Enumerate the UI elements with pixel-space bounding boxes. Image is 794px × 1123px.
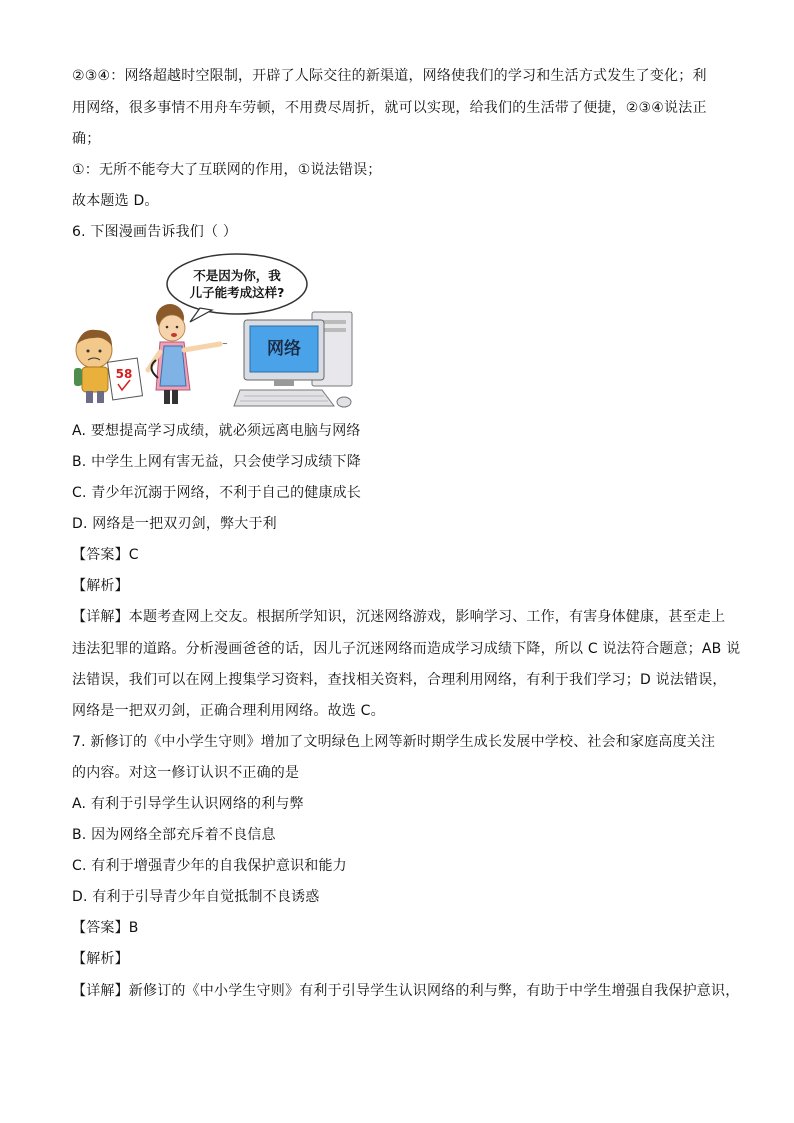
option-a: A. 有利于引导学生认识网络的利与弊 (72, 796, 304, 812)
answer-label: 【答案】B (72, 920, 139, 936)
option-b: B. 因为网络全部充斥着不良信息 (72, 827, 276, 843)
text-line: ②③④：网络超越时空限制，开辟了人际交往的新渠道，网络使我们的学习和生活方式发生了变化；利 (72, 68, 707, 84)
option-c: C. 有利于增强青少年的自我保护意识和能力 (72, 858, 347, 874)
question-7-stem: 7. 新修订的《中小学生守则》增加了文明绿色上网等新时期学生成长发展中学校、社会和家庭高度关注 (72, 734, 716, 750)
score-paper (108, 358, 143, 400)
option-d: D. 网络是一把双刃剑，弊大于利 (72, 516, 277, 532)
answer-label: 【答案】C (72, 547, 139, 563)
speech-bubble (167, 254, 307, 314)
svg-text:~: ~ (222, 340, 228, 348)
text-line: ①：无所不能夸大了互联网的作用，①说法错误； (72, 162, 382, 178)
detail-line: 【详解】新修订的《中小学生守则》有利于引导学生认识网络的利与弊，有助于中学生增强自我保护意识， (72, 983, 740, 999)
score-text: 58 (115, 367, 133, 381)
boy-figure (74, 330, 112, 403)
question-6-stem: 6. 下图漫画告诉我们（ ） (72, 224, 238, 240)
speech-line-2: 儿子能考成这样? (189, 285, 285, 300)
detail-line: 违法犯罪的道路。分析漫画爸爸的话，因儿子沉迷网络而造成学习成绩下降，所以 C 说法符合题意；AB 说 (72, 641, 741, 657)
detail-line: 法错误，我们可以在网上搜集学习资料，查找相关资料，合理利用网络，有利于我们学习；D 说法错误， (72, 672, 727, 688)
text-line: 故本题选 D。 (72, 193, 159, 209)
option-a: A. 要想提高学习成绩，就必须远离电脑与网络 (72, 423, 361, 439)
text-line: 用网络，很多事情不用舟车劳顿，不用费尽周折，就可以实现，给我们的生活带了便捷，②③④说法正 (72, 100, 707, 116)
cartoon-illustration (72, 250, 362, 412)
speech-line-1: 不是因为你，我 (193, 268, 281, 283)
analysis-label: 【解析】 (72, 578, 129, 594)
option-c: C. 青少年沉溺于网络，不利于自己的健康成长 (72, 485, 362, 501)
detail-line: 【详解】本题考查网上交友。根据所学知识，沉迷网络游戏，影响学习、工作，有害身体健康，甚至走上 (72, 609, 726, 625)
option-b: B. 中学生上网有害无益，只会使学习成绩下降 (72, 454, 361, 470)
text-line: 确； (72, 131, 101, 147)
question-7-stem: 的内容。对这一修订认识不正确的是 (72, 765, 300, 781)
monitor-text: 网络 (267, 339, 301, 359)
detail-line: 网络是一把双刃剑，正确合理利用网络。故选 C。 (72, 703, 385, 719)
option-d: D. 有利于引导青少年自觉抵制不良诱惑 (72, 889, 320, 905)
computer-figure (234, 312, 352, 407)
mother-figure (148, 304, 228, 404)
analysis-label: 【解析】 (72, 951, 129, 967)
